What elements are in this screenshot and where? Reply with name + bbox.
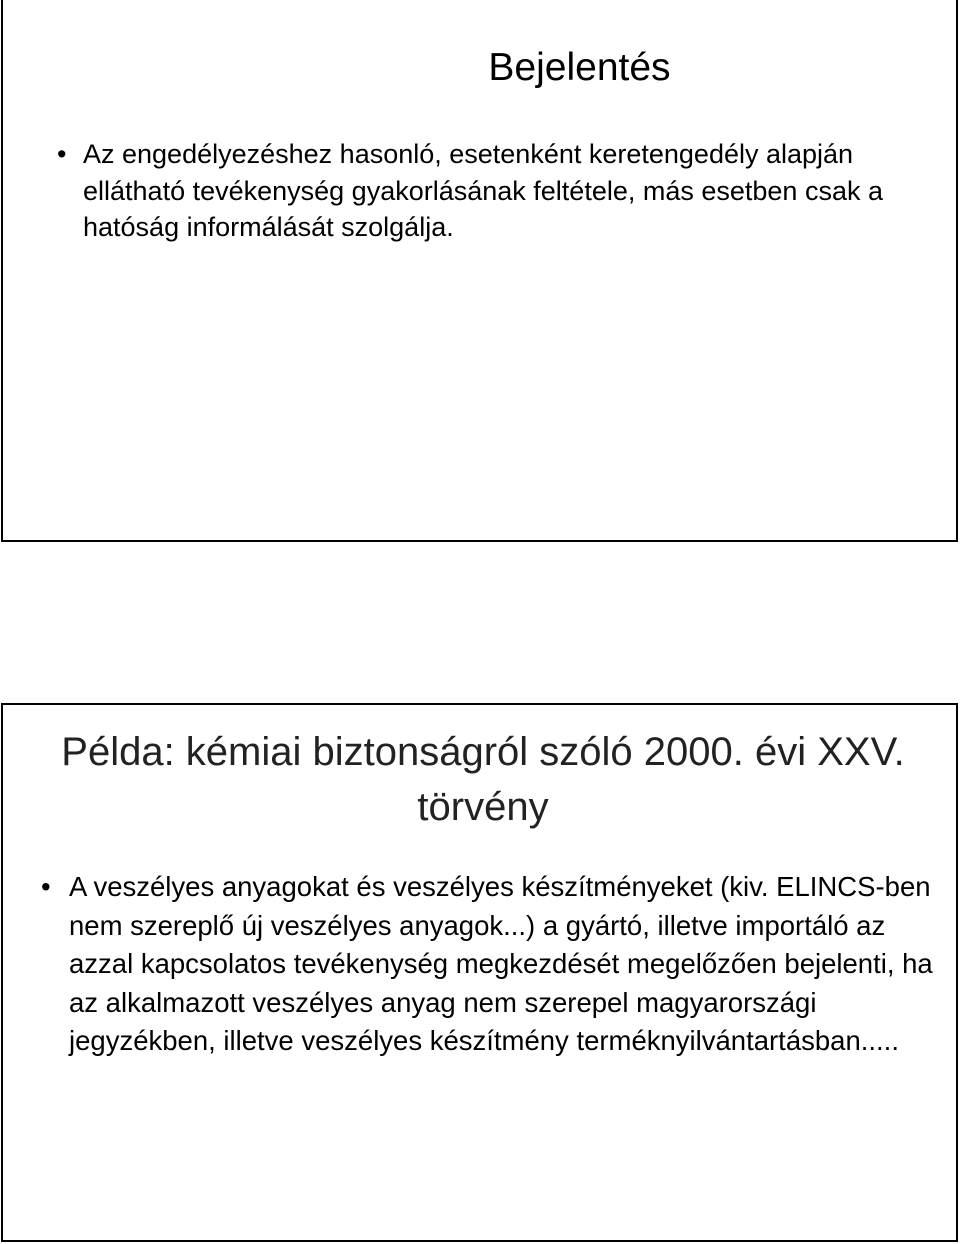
bullet-icon: • <box>41 871 51 902</box>
slide-title: Bejelentés <box>488 46 671 89</box>
list-item <box>57 136 933 246</box>
bullet-text: Az engedélyezéshez hasonló, esetenként keretengedély alapján ellátható tevékenység gyakorlásának feltétele, más esetben csak a hatóság informálását szolgálja. <box>83 139 883 242</box>
list-item <box>41 868 939 1061</box>
slide-title: Példa: kémiai biztonságról szóló 2000. évi XXV. törvény <box>61 730 905 829</box>
slide-pelda <box>1 703 958 1242</box>
bullet-icon: • <box>57 139 67 169</box>
slide-bejelentes <box>1 0 958 542</box>
bullet-text: A veszélyes anyagokat és veszélyes készítményeket (kiv. ELINCS-ben nem szereplő új veszélyes anyagok...) a gyártó, illetve importáló az azzal kapcsolatos tevékenység megkezdését megelőzően bejelenti, ha az alkalmazott veszélyes anyag nem szerepel magyarországi jegyzékben, illetve veszélyes készítmény terméknyilvántartásban..... <box>69 871 933 1056</box>
bullet-list <box>57 136 933 246</box>
bullet-list <box>41 868 939 1061</box>
